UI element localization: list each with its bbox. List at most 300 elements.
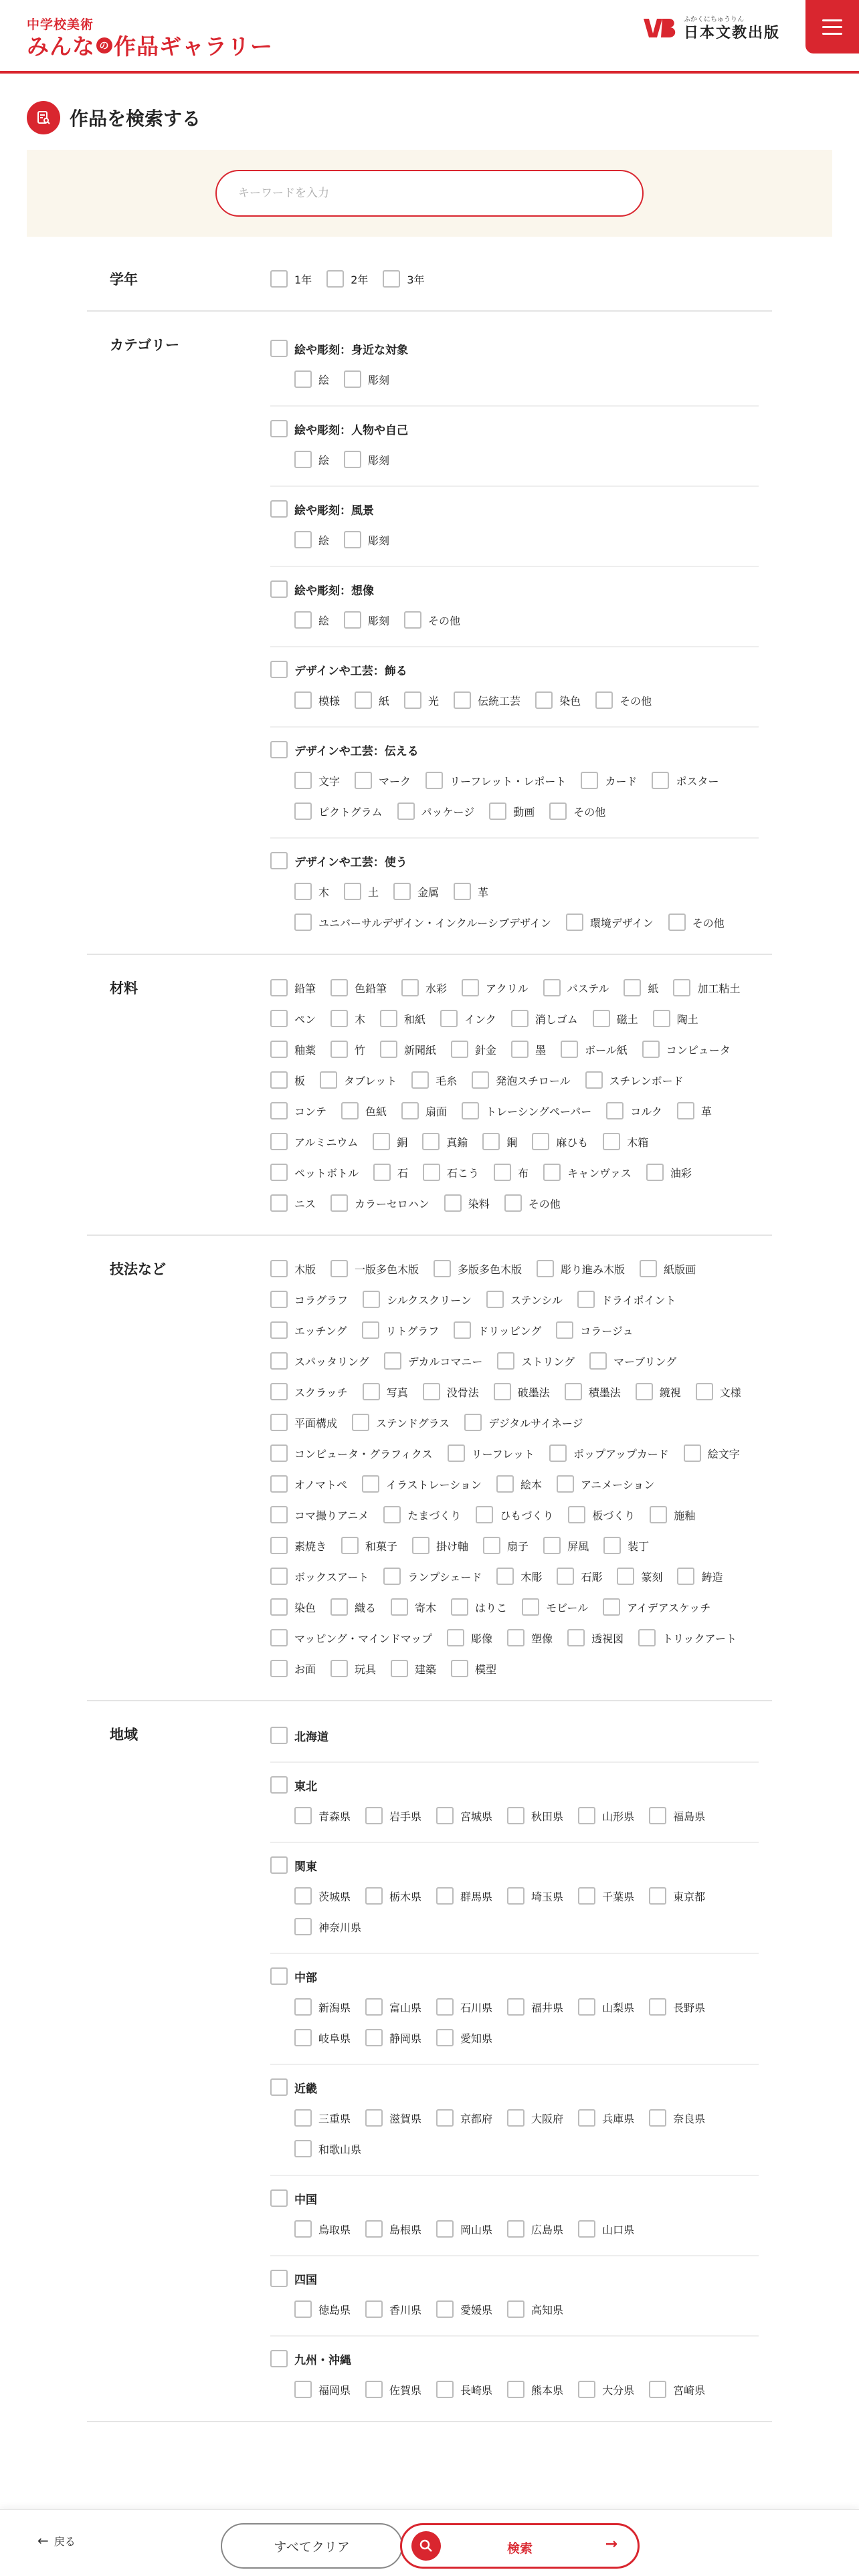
checkbox-box[interactable] [391, 1660, 408, 1677]
filter-checkbox[interactable] [556, 1315, 633, 1346]
filter-checkbox[interactable] [270, 1315, 347, 1346]
filter-checkbox[interactable] [507, 1800, 563, 1831]
filter-checkbox[interactable] [436, 2022, 492, 2053]
checkbox-box[interactable] [578, 2109, 595, 2127]
filter-checkbox[interactable] [585, 1065, 684, 1095]
filter-checkbox[interactable] [270, 1469, 347, 1499]
filter-checkbox[interactable] [578, 2103, 634, 2133]
filter-checkbox[interactable] [507, 2103, 563, 2133]
filter-checkbox[interactable] [341, 1095, 387, 1126]
filter-checkbox[interactable] [557, 1469, 655, 1499]
checkbox-box[interactable] [270, 1321, 288, 1339]
checkbox-box[interactable] [454, 1321, 471, 1339]
checkbox-box[interactable] [294, 883, 312, 900]
filter-checkbox[interactable] [436, 1992, 492, 2022]
checkbox-box[interactable] [578, 1998, 595, 2016]
checkbox-box[interactable] [543, 979, 561, 996]
checkbox-box[interactable] [436, 1887, 454, 1905]
checkbox-box[interactable] [270, 2189, 288, 2207]
filter-checkbox[interactable] [330, 972, 387, 1003]
filter-checkbox[interactable] [578, 1992, 634, 2022]
checkbox-box[interactable] [653, 1010, 670, 1027]
filter-checkbox[interactable] [330, 1253, 419, 1284]
filter-checkbox[interactable] [294, 2214, 351, 2244]
checkbox-box[interactable] [436, 2029, 454, 2046]
filter-checkbox[interactable] [649, 1881, 705, 1911]
filter-checkbox[interactable] [330, 1034, 365, 1065]
filter-checkbox[interactable] [355, 765, 411, 796]
checkbox-box[interactable] [677, 1568, 694, 1585]
filter-checkbox[interactable] [549, 796, 605, 827]
filter-checkbox[interactable] [330, 1653, 376, 1684]
publisher-logo[interactable] [642, 12, 803, 47]
checkbox-box[interactable] [436, 1998, 454, 2016]
filter-checkbox[interactable] [362, 1469, 482, 1499]
checkbox-box[interactable] [581, 772, 598, 789]
filter-checkbox[interactable] [365, 1800, 421, 1831]
filter-checkbox[interactable] [565, 1376, 621, 1407]
checkbox-box[interactable] [649, 1887, 666, 1905]
checkbox-box[interactable] [585, 1071, 603, 1089]
checkbox-box[interactable] [511, 1010, 529, 1027]
checkbox-box[interactable] [355, 691, 372, 709]
checkbox-box[interactable] [578, 2220, 595, 2238]
checkbox-box[interactable] [436, 2109, 454, 2127]
filter-checkbox[interactable] [320, 1065, 397, 1095]
checkbox-box[interactable] [383, 1568, 401, 1585]
filter-checkbox[interactable] [577, 1284, 676, 1315]
filter-checkbox[interactable] [362, 1315, 440, 1346]
checkbox-box[interactable] [270, 1475, 288, 1493]
checkbox-box[interactable] [294, 451, 312, 468]
filter-checkbox[interactable] [365, 2294, 421, 2325]
checkbox-box[interactable] [511, 1041, 529, 1058]
filter-checkbox[interactable] [270, 263, 312, 294]
checkbox-box[interactable] [270, 1071, 288, 1089]
checkbox-box[interactable] [270, 1506, 288, 1523]
filter-checkbox[interactable] [270, 972, 316, 1003]
checkbox-box[interactable] [496, 1568, 514, 1585]
checkbox-box[interactable] [362, 1475, 379, 1493]
filter-group-checkbox[interactable] [270, 333, 759, 364]
filter-checkbox[interactable] [393, 876, 439, 907]
checkbox-box[interactable] [507, 2300, 524, 2318]
filter-checkbox[interactable] [444, 1188, 490, 1218]
checkbox-box[interactable] [507, 2220, 524, 2238]
checkbox-box[interactable] [352, 1414, 369, 1431]
checkbox-box[interactable] [447, 1629, 464, 1646]
filter-checkbox[interactable] [578, 2214, 634, 2244]
checkbox-box[interactable] [365, 2300, 383, 2318]
checkbox-box[interactable] [684, 1444, 701, 1462]
filter-checkbox[interactable] [436, 2374, 492, 2405]
checkbox-box[interactable] [270, 1537, 288, 1554]
filter-group-checkbox[interactable] [270, 413, 759, 444]
filter-checkbox[interactable] [483, 1530, 529, 1561]
checkbox-box[interactable] [270, 1260, 288, 1277]
checkbox-box[interactable] [365, 1887, 383, 1905]
checkbox-box[interactable] [294, 2300, 312, 2318]
checkbox-box[interactable] [649, 2109, 666, 2127]
checkbox-box[interactable] [652, 772, 669, 789]
checkbox-box[interactable] [507, 1807, 524, 1824]
filter-checkbox[interactable] [652, 765, 719, 796]
checkbox-box[interactable] [646, 1164, 664, 1181]
filter-checkbox[interactable] [447, 1622, 492, 1653]
checkbox-box[interactable] [270, 1856, 288, 1874]
checkbox-box[interactable] [696, 1383, 713, 1400]
checkbox-box[interactable] [568, 1506, 585, 1523]
filter-checkbox[interactable] [578, 2374, 634, 2405]
checkbox-box[interactable] [344, 883, 361, 900]
filter-checkbox[interactable] [638, 1622, 737, 1653]
filter-checkbox[interactable] [294, 907, 551, 938]
checkbox-box[interactable] [270, 1444, 288, 1462]
checkbox-box[interactable] [462, 979, 479, 996]
filter-group-checkbox[interactable] [270, 1720, 759, 1751]
checkbox-box[interactable] [589, 1352, 607, 1370]
checkbox-box[interactable] [577, 1291, 595, 1308]
filter-checkbox[interactable] [270, 1284, 348, 1315]
filter-checkbox[interactable] [294, 2374, 351, 2405]
checkbox-box[interactable] [270, 2350, 288, 2367]
filter-checkbox[interactable] [363, 1376, 408, 1407]
checkbox-box[interactable] [270, 661, 288, 678]
filter-checkbox[interactable] [511, 1034, 546, 1065]
filter-checkbox[interactable] [294, 524, 329, 555]
filter-group-checkbox[interactable] [270, 2072, 759, 2103]
checkbox-box[interactable] [270, 420, 288, 437]
checkbox-box[interactable] [482, 1133, 500, 1150]
filter-checkbox[interactable] [270, 1561, 369, 1592]
filter-checkbox[interactable] [489, 796, 535, 827]
filter-checkbox[interactable] [365, 2374, 421, 2405]
checkbox-box[interactable] [294, 1998, 312, 2016]
checkbox-box[interactable] [270, 1776, 288, 1794]
checkbox-box[interactable] [270, 979, 288, 996]
checkbox-box[interactable] [476, 1506, 493, 1523]
filter-checkbox[interactable] [355, 685, 389, 716]
filter-checkbox[interactable] [642, 1034, 731, 1065]
checkbox-box[interactable] [270, 1133, 288, 1150]
search-button[interactable] [400, 2523, 640, 2569]
filter-checkbox[interactable] [294, 1800, 351, 1831]
checkbox-box[interactable] [365, 2220, 383, 2238]
filter-checkbox[interactable] [270, 1065, 305, 1095]
checkbox-box[interactable] [454, 691, 471, 709]
filter-checkbox[interactable] [568, 1499, 635, 1530]
checkbox-box[interactable] [365, 1807, 383, 1824]
checkbox-box[interactable] [507, 2109, 524, 2127]
filter-checkbox[interactable] [397, 796, 475, 827]
filter-checkbox[interactable] [294, 1992, 351, 2022]
filter-checkbox[interactable] [543, 1530, 589, 1561]
checkbox-box[interactable] [411, 1071, 429, 1089]
filter-checkbox[interactable] [294, 2022, 351, 2053]
filter-checkbox[interactable] [677, 1561, 723, 1592]
filter-checkbox[interactable] [326, 263, 368, 294]
checkbox-box[interactable] [270, 1164, 288, 1181]
filter-checkbox[interactable] [581, 765, 637, 796]
filter-checkbox[interactable] [294, 444, 329, 475]
filter-checkbox[interactable] [294, 2133, 361, 2164]
filter-checkbox[interactable] [294, 2294, 351, 2325]
checkbox-box[interactable] [451, 1660, 468, 1677]
checkbox-box[interactable] [365, 2381, 383, 2398]
checkbox-box[interactable] [270, 1010, 288, 1027]
checkbox-box[interactable] [436, 2220, 454, 2238]
checkbox-box[interactable] [294, 914, 312, 931]
checkbox-box[interactable] [363, 1291, 380, 1308]
filter-checkbox[interactable] [294, 685, 340, 716]
filter-checkbox[interactable] [454, 685, 520, 716]
checkbox-box[interactable] [549, 802, 567, 820]
filter-checkbox[interactable] [365, 2214, 421, 2244]
checkbox-box[interactable] [362, 1321, 379, 1339]
filter-group-checkbox[interactable] [270, 2183, 759, 2214]
checkbox-box[interactable] [326, 270, 344, 288]
filter-checkbox[interactable] [494, 1376, 550, 1407]
checkbox-box[interactable] [486, 1291, 504, 1308]
filter-checkbox[interactable] [451, 1653, 496, 1684]
checkbox-box[interactable] [507, 1629, 524, 1646]
filter-group-checkbox[interactable] [270, 1769, 759, 1800]
filter-checkbox[interactable] [270, 1346, 369, 1376]
filter-group-checkbox[interactable] [270, 494, 759, 524]
filter-group-checkbox[interactable] [270, 2343, 759, 2374]
checkbox-box[interactable] [270, 1194, 288, 1212]
filter-checkbox[interactable] [294, 1881, 351, 1911]
checkbox-box[interactable] [330, 1041, 348, 1058]
filter-checkbox[interactable] [383, 263, 424, 294]
checkbox-box[interactable] [504, 1194, 522, 1212]
checkbox-box[interactable] [270, 270, 288, 288]
filter-checkbox[interactable] [649, 1992, 705, 2022]
checkbox-box[interactable] [578, 2381, 595, 2398]
checkbox-box[interactable] [383, 1506, 401, 1523]
checkbox-box[interactable] [549, 1444, 567, 1462]
checkbox-box[interactable] [404, 691, 421, 709]
checkbox-box[interactable] [677, 1102, 694, 1119]
filter-checkbox[interactable] [454, 1315, 541, 1346]
checkbox-box[interactable] [401, 979, 419, 996]
filter-checkbox[interactable] [294, 796, 383, 827]
filter-group-checkbox[interactable] [270, 574, 759, 605]
checkbox-box[interactable] [294, 2109, 312, 2127]
filter-checkbox[interactable] [507, 2214, 563, 2244]
checkbox-box[interactable] [454, 883, 471, 900]
checkbox-box[interactable] [649, 2381, 666, 2398]
checkbox-box[interactable] [566, 914, 583, 931]
checkbox-box[interactable] [330, 1260, 348, 1277]
filter-checkbox[interactable] [578, 1881, 634, 1911]
filter-checkbox[interactable] [507, 1622, 553, 1653]
filter-checkbox[interactable] [373, 1126, 407, 1157]
filter-checkbox[interactable] [270, 1530, 326, 1561]
filter-checkbox[interactable] [344, 605, 389, 635]
checkbox-box[interactable] [462, 1102, 479, 1119]
checkbox-box[interactable] [270, 2270, 288, 2287]
filter-checkbox[interactable] [504, 1188, 561, 1218]
checkbox-box[interactable] [341, 1102, 359, 1119]
filter-checkbox[interactable] [294, 605, 329, 635]
filter-checkbox[interactable] [365, 1881, 421, 1911]
checkbox-box[interactable] [593, 1010, 610, 1027]
checkbox-box[interactable] [483, 1537, 500, 1554]
filter-checkbox[interactable] [507, 2374, 563, 2405]
checkbox-box[interactable] [472, 1071, 489, 1089]
checkbox-box[interactable] [365, 2109, 383, 2127]
filter-checkbox[interactable] [561, 1034, 628, 1065]
filter-checkbox[interactable] [557, 1561, 602, 1592]
filter-checkbox[interactable] [668, 907, 725, 938]
filter-checkbox[interactable] [440, 1003, 496, 1034]
checkbox-box[interactable] [489, 802, 506, 820]
filter-checkbox[interactable] [423, 1376, 479, 1407]
filter-checkbox[interactable] [511, 1003, 578, 1034]
filter-checkbox[interactable] [270, 1653, 316, 1684]
filter-checkbox[interactable] [422, 1126, 468, 1157]
filter-checkbox[interactable] [436, 1881, 492, 1911]
filter-checkbox[interactable] [383, 1499, 461, 1530]
checkbox-box[interactable] [330, 1598, 348, 1616]
checkbox-box[interactable] [603, 1133, 620, 1150]
filter-checkbox[interactable] [646, 1157, 692, 1188]
filter-checkbox[interactable] [380, 1003, 425, 1034]
checkbox-box[interactable] [494, 1164, 511, 1181]
filter-checkbox[interactable] [294, 1911, 361, 1942]
checkbox-box[interactable] [451, 1041, 468, 1058]
checkbox-box[interactable] [567, 1629, 585, 1646]
filter-checkbox[interactable] [649, 2374, 705, 2405]
checkbox-box[interactable] [373, 1164, 391, 1181]
checkbox-box[interactable] [341, 1537, 359, 1554]
filter-checkbox[interactable] [436, 2103, 492, 2133]
filter-checkbox[interactable] [270, 1253, 316, 1284]
filter-checkbox[interactable] [270, 1126, 358, 1157]
filter-checkbox[interactable] [603, 1530, 649, 1561]
filter-checkbox[interactable] [566, 907, 654, 938]
checkbox-box[interactable] [270, 1568, 288, 1585]
filter-checkbox[interactable] [365, 2022, 421, 2053]
checkbox-box[interactable] [422, 1133, 440, 1150]
menu-button[interactable] [805, 0, 859, 53]
checkbox-box[interactable] [522, 1598, 539, 1616]
filter-checkbox[interactable] [617, 1561, 662, 1592]
checkbox-box[interactable] [270, 1383, 288, 1400]
filter-checkbox[interactable] [294, 765, 340, 796]
checkbox-box[interactable] [451, 1598, 468, 1616]
checkbox-box[interactable] [404, 611, 421, 629]
filter-checkbox[interactable] [589, 1346, 676, 1376]
filter-checkbox[interactable] [380, 1034, 436, 1065]
filter-checkbox[interactable] [603, 1592, 710, 1622]
filter-checkbox[interactable] [436, 1800, 492, 1831]
checkbox-box[interactable] [535, 691, 553, 709]
checkbox-box[interactable] [640, 1260, 657, 1277]
checkbox-box[interactable] [497, 1352, 514, 1370]
checkbox-box[interactable] [494, 1383, 511, 1400]
filter-checkbox[interactable] [344, 876, 379, 907]
filter-checkbox[interactable] [624, 972, 658, 1003]
checkbox-box[interactable] [423, 1164, 440, 1181]
checkbox-box[interactable] [649, 1807, 666, 1824]
checkbox-box[interactable] [557, 1475, 574, 1493]
back-link[interactable] [37, 2533, 76, 2549]
checkbox-box[interactable] [294, 691, 312, 709]
filter-checkbox[interactable] [423, 1157, 479, 1188]
filter-checkbox[interactable] [543, 972, 609, 1003]
filter-checkbox[interactable] [344, 524, 389, 555]
filter-checkbox[interactable] [653, 1003, 698, 1034]
filter-checkbox[interactable] [507, 1992, 563, 2022]
checkbox-box[interactable] [391, 1598, 408, 1616]
filter-checkbox[interactable] [363, 1284, 472, 1315]
checkbox-box[interactable] [270, 1102, 288, 1119]
checkbox-box[interactable] [365, 1998, 383, 2016]
filter-checkbox[interactable] [549, 1438, 669, 1469]
checkbox-box[interactable] [373, 1133, 390, 1150]
checkbox-box[interactable] [294, 1807, 312, 1824]
checkbox-box[interactable] [294, 772, 312, 789]
filter-checkbox[interactable] [673, 972, 740, 1003]
filter-checkbox[interactable] [270, 1592, 316, 1622]
checkbox-box[interactable] [557, 1568, 574, 1585]
checkbox-box[interactable] [412, 1537, 430, 1554]
filter-checkbox[interactable] [401, 1095, 447, 1126]
checkbox-box[interactable] [330, 979, 348, 996]
checkbox-box[interactable] [496, 1475, 514, 1493]
filter-checkbox[interactable] [270, 1095, 326, 1126]
filter-checkbox[interactable] [451, 1592, 507, 1622]
filter-group-checkbox[interactable] [270, 734, 759, 765]
checkbox-box[interactable] [507, 1998, 524, 2016]
filter-group-checkbox[interactable] [270, 2263, 759, 2294]
filter-checkbox[interactable] [365, 1992, 421, 2022]
filter-checkbox[interactable] [412, 1530, 468, 1561]
filter-checkbox[interactable] [330, 1592, 376, 1622]
keyword-input[interactable] [215, 170, 644, 217]
filter-checkbox[interactable] [270, 1034, 316, 1065]
checkbox-box[interactable] [650, 1506, 667, 1523]
filter-checkbox[interactable] [401, 972, 447, 1003]
checkbox-box[interactable] [436, 1807, 454, 1824]
filter-group-checkbox[interactable] [270, 845, 759, 876]
checkbox-box[interactable] [556, 1321, 573, 1339]
checkbox-box[interactable] [344, 611, 361, 629]
filter-checkbox[interactable] [404, 685, 439, 716]
filter-checkbox[interactable] [578, 1800, 634, 1831]
filter-checkbox[interactable] [454, 876, 488, 907]
filter-checkbox[interactable] [486, 1284, 563, 1315]
checkbox-box[interactable] [436, 2300, 454, 2318]
filter-checkbox[interactable] [649, 2103, 705, 2133]
checkbox-box[interactable] [383, 270, 400, 288]
filter-checkbox[interactable] [270, 1157, 359, 1188]
checkbox-box[interactable] [434, 1260, 451, 1277]
checkbox-box[interactable] [380, 1010, 397, 1027]
checkbox-box[interactable] [636, 1383, 653, 1400]
checkbox-box[interactable] [270, 852, 288, 869]
checkbox-box[interactable] [330, 1010, 348, 1027]
checkbox-box[interactable] [344, 370, 361, 388]
checkbox-box[interactable] [363, 1383, 380, 1400]
filter-checkbox[interactable] [636, 1376, 681, 1407]
filter-checkbox[interactable] [411, 1065, 457, 1095]
checkbox-box[interactable] [294, 370, 312, 388]
checkbox-box[interactable] [355, 772, 372, 789]
checkbox-box[interactable] [270, 1291, 288, 1308]
